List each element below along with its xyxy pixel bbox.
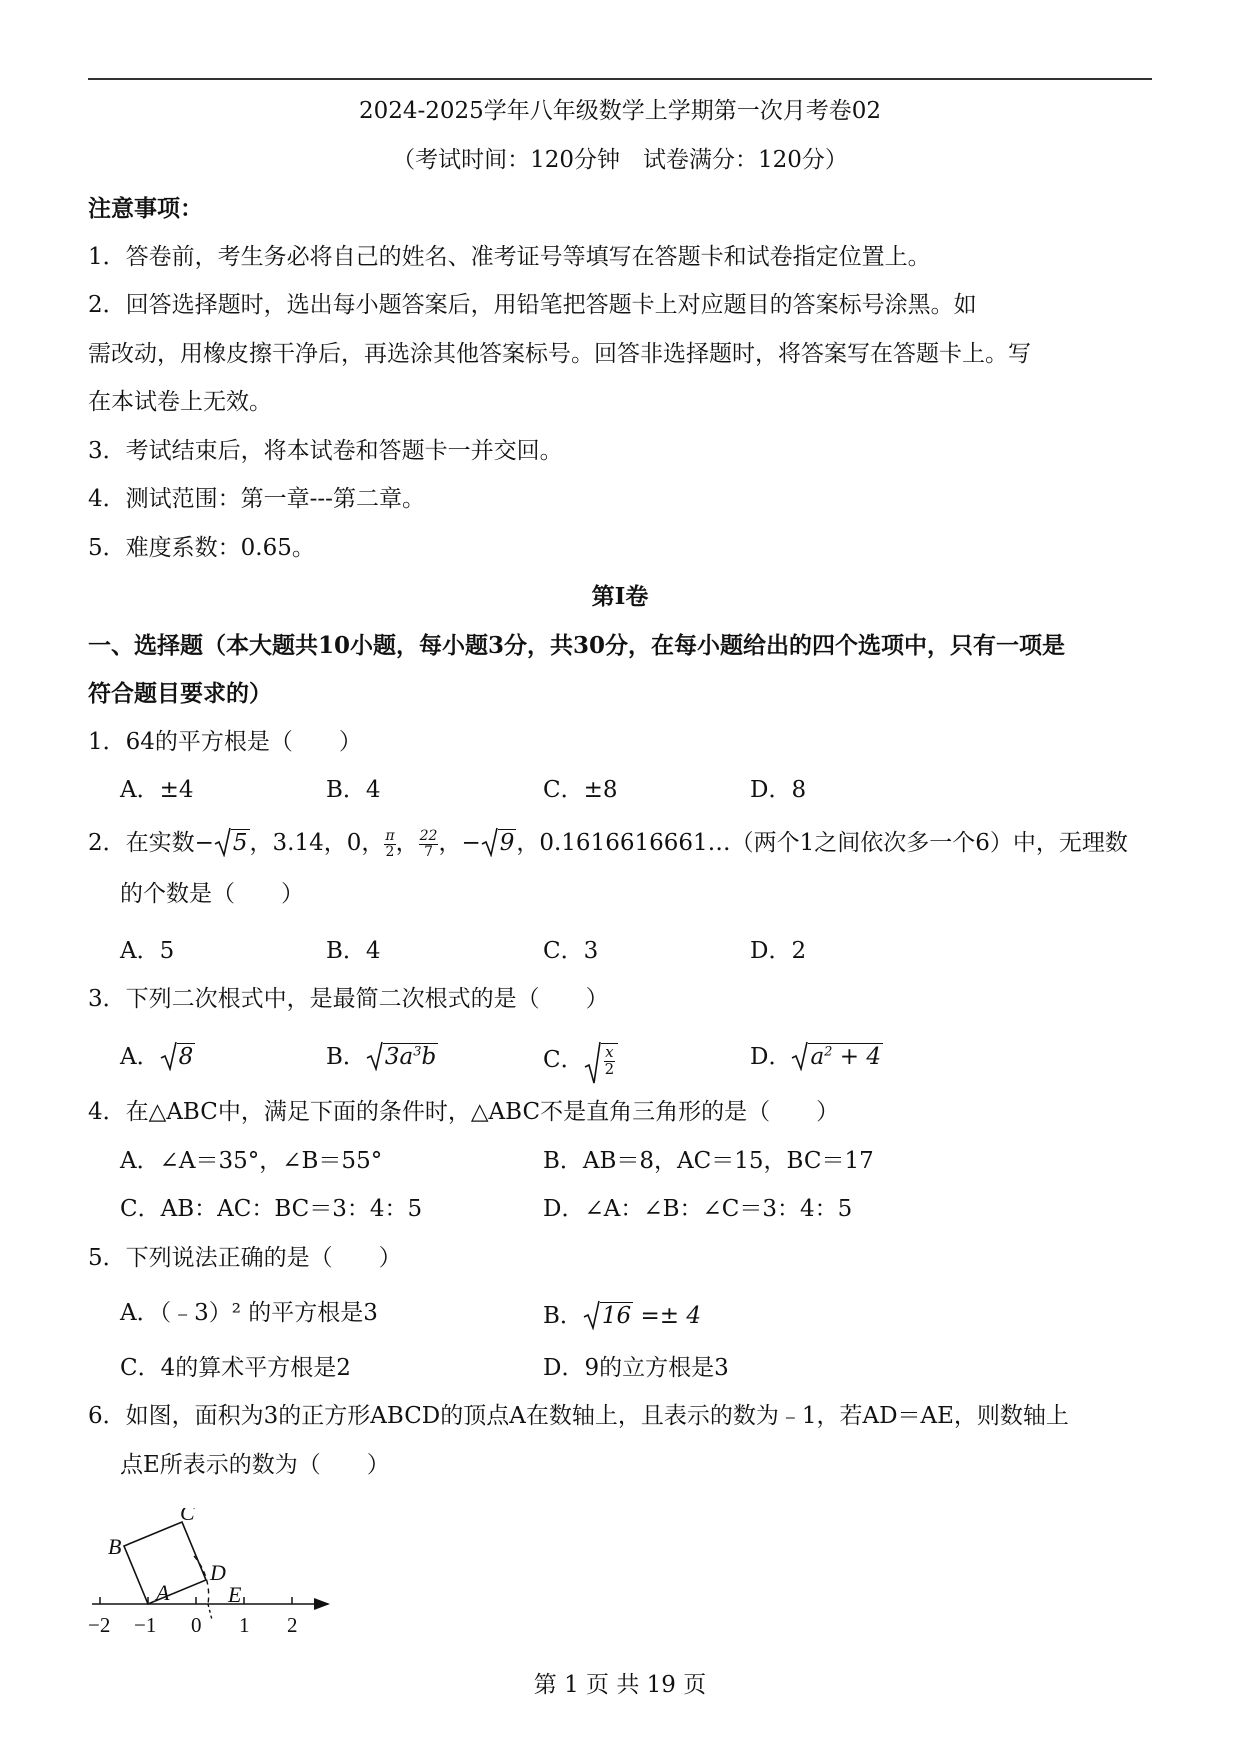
label-d: D xyxy=(210,1560,226,1585)
q3-sqrt-3a3b: $3a^3b$ xyxy=(366,1043,438,1070)
q5-sqrt-16: 16 xyxy=(583,1302,633,1329)
q5-option-d: D．9的立方根是3 xyxy=(543,1355,729,1381)
arc-tail xyxy=(208,1604,212,1620)
arc-ad-ae xyxy=(194,1556,209,1604)
exam-subtitle: （考试时间：120分钟 试卷满分：120分） xyxy=(392,147,848,173)
q1-stem: 1．64的平方根是（ ） xyxy=(88,729,362,755)
q3-option-b: B． $3a^3b$ xyxy=(326,1044,437,1070)
q2-text-2: ，3.14，0， xyxy=(249,830,385,857)
q6-stem-line1: 6．如图，面积为3的正方形ABCD的顶点A在数轴上，且表示的数为﹣1，若AD＝AE，则数轴上 xyxy=(88,1403,1069,1429)
q4-option-a: A．∠A＝35°，∠B＝55° xyxy=(120,1148,383,1174)
header-rule xyxy=(88,78,1152,80)
q3-sqrt-a2-plus-4: $a^2 + 4$ xyxy=(791,1043,883,1070)
q1-option-d: D．8 xyxy=(750,777,807,803)
q2-fraction-pi-over-2: $\frac{\pi}{2}$ xyxy=(385,828,395,860)
q1-option-b: B．4 xyxy=(326,777,381,803)
number-line-arrow-icon xyxy=(314,1598,330,1610)
note-line-3: 需改动，用橡皮擦干净后，再选涂其他答案标号。回答非选择题时，将答案写在答题卡上。写 xyxy=(88,341,1031,367)
note-line-5: 3．考试结束后，将本试卷和答题卡一并交回。 xyxy=(88,438,563,464)
q2-sqrt-9: 9 xyxy=(481,829,517,856)
q2-option-c: C．3 xyxy=(543,938,599,964)
q5-option-a: A．（﹣3）² 的平方根是3 xyxy=(120,1300,378,1326)
q5-option-c: C．4的算术平方根是2 xyxy=(120,1355,351,1381)
volume-heading: 第Ⅰ卷 xyxy=(591,583,649,610)
q4-option-b: B．AB＝8，AC＝15，BC＝17 xyxy=(543,1148,874,1174)
q4-option-c: C．AB：AC：BC＝3：4：5 xyxy=(120,1196,423,1222)
q5-option-b: B． 16 =± 4 xyxy=(543,1303,701,1329)
tick-label-2: 2 xyxy=(287,1613,298,1637)
q1-option-a: A．±4 xyxy=(120,777,194,803)
tick-label-0: 0 xyxy=(191,1613,202,1637)
label-e: E xyxy=(228,1582,242,1607)
tick-label-neg1: −1 xyxy=(134,1613,157,1637)
note-line-4: 在本试卷上无效。 xyxy=(88,389,272,415)
label-c: C xyxy=(180,1508,195,1525)
q2-stem-line2: 的个数是（ ） xyxy=(120,881,304,907)
section1-heading-line1: 一、选择题（本大题共10小题，每小题3分，共30分，在每小题给出的四个选项中，只有一项是 xyxy=(88,632,1066,659)
q3-option-c: C． $\frac{x}{2}$ xyxy=(543,1043,618,1079)
q2-option-d: D．2 xyxy=(750,938,807,964)
label-a: A xyxy=(156,1580,170,1605)
note-line-1: 1．答卷前，考生务必将自己的姓名、准考证号等填写在答题卡和试卷指定位置上。 xyxy=(88,244,931,270)
q2-fraction-22-over-7: $\frac{22}{7}$ xyxy=(419,828,438,860)
tick-label-1: 1 xyxy=(239,1613,250,1637)
tick-label-neg2: −2 xyxy=(88,1613,111,1637)
q6-stem-line2: 点E所表示的数为（ ） xyxy=(120,1452,390,1478)
note-line-2: 2．回答选择题时，选出每小题答案后，用铅笔把答题卡上对应题目的答案标号涂黑。如 xyxy=(88,292,977,318)
q3-stem: 3．下列二次根式中，是最简二次根式的是（ ） xyxy=(88,986,609,1012)
q4-option-d: D．∠A：∠B：∠C＝3：4：5 xyxy=(543,1196,853,1222)
q2-stem-line1 xyxy=(88,829,1128,859)
q3-option-d: D． $a^2 + 4$ xyxy=(750,1044,881,1070)
q1-option-c: C．±8 xyxy=(543,777,618,803)
exam-title: 2024-2025学年八年级数学上学期第一次月考卷02 xyxy=(358,98,882,124)
q2-text-1: 2．在实数− xyxy=(88,830,214,857)
q2-sqrt-5: 5 xyxy=(214,829,250,856)
q6-figure xyxy=(88,1508,348,1653)
q3-option-a: A． 8 xyxy=(120,1044,194,1070)
q5-stem: 5．下列说法正确的是（ ） xyxy=(88,1245,402,1271)
label-b: B xyxy=(108,1534,122,1559)
number-line-square-diagram xyxy=(88,1508,348,1648)
q3-sqrt-x-over-2: $\frac{x}{2}$ xyxy=(584,1043,619,1079)
q2-text-4: ，0.1616616661…（两个1之间依次多一个6）中，无理数 xyxy=(516,830,1128,857)
notes-heading: 注意事项： xyxy=(88,195,203,222)
q3-sqrt-8: 8 xyxy=(160,1043,196,1070)
q2-option-a: A．5 xyxy=(120,938,175,964)
note-line-7: 5．难度系数：0.65。 xyxy=(88,535,315,561)
note-line-6: 4．测试范围：第一章---第二章。 xyxy=(88,486,425,512)
page-footer: 第 1 页 共 19 页 xyxy=(533,1672,707,1698)
q4-stem: 4．在△ABC中，满足下面的条件时，△ABC不是直角三角形的是（ ） xyxy=(88,1099,840,1125)
q2-text-3: ，− xyxy=(438,830,481,857)
q2-option-b: B．4 xyxy=(326,938,381,964)
section1-heading-line2: 符合题目要求的） xyxy=(88,680,272,707)
q2-separator: ， xyxy=(395,830,419,857)
